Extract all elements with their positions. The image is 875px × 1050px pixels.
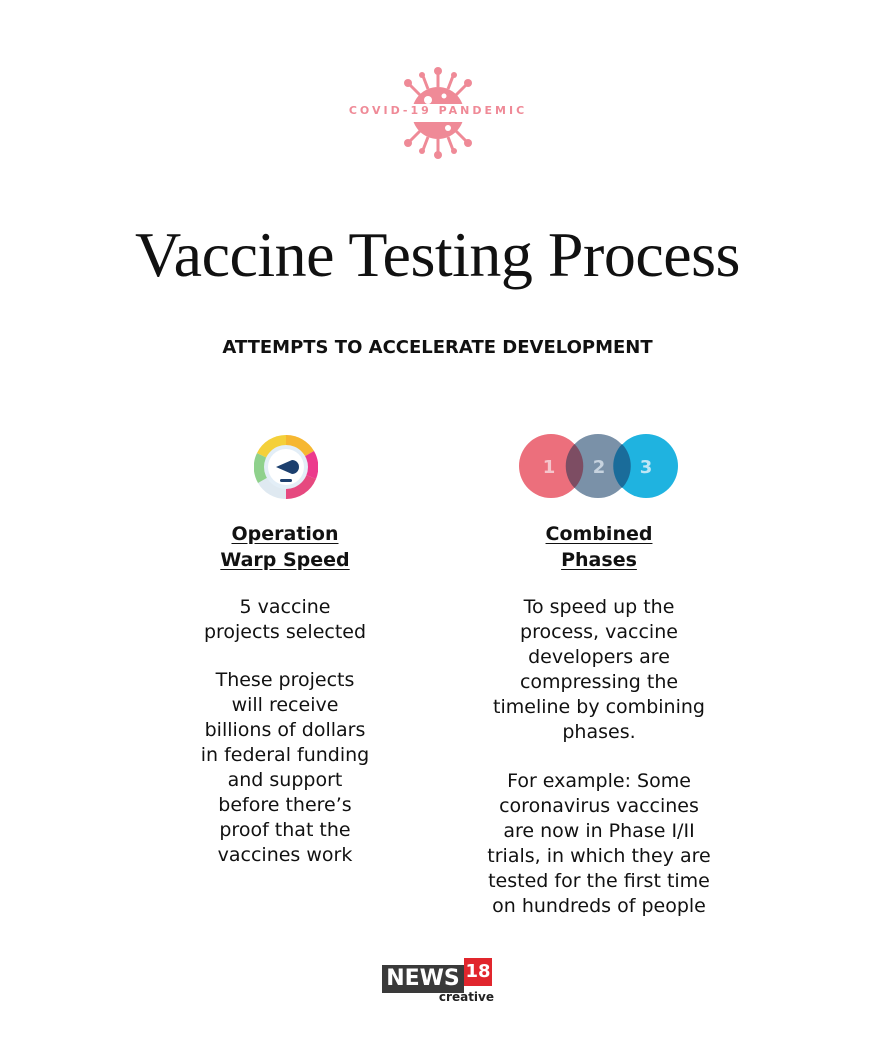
covid-badge [340,66,536,160]
right-para-2 [478,769,720,919]
text-line: projects selected [203,621,367,643]
text-line: developers are [528,646,670,668]
logo-creative-text: creative [438,990,494,1004]
phase-number-1: 1 [542,457,556,478]
news18-creative-logo [382,958,494,1006]
right-column [478,521,720,919]
left-heading [185,521,385,573]
logo-number: 18 [464,958,492,986]
left-column [185,521,385,868]
left-heading-line2: Warp Speed [220,549,350,571]
right-para-1 [478,595,720,745]
text-line: compressing the [519,671,679,693]
text-line: timeline by combining [493,696,705,718]
logo-news-text: NEWS [382,965,464,993]
text-line: will receive [231,694,339,716]
text-line: and support [227,769,343,791]
text-line: before there’s [218,794,352,816]
text-line: These projects [215,669,355,691]
text-line: phases. [562,721,636,743]
text-line: vaccines work [217,844,353,866]
text-line: in federal funding [200,744,370,766]
phase-number-2: 2 [592,457,606,478]
page-title: Vaccine Testing Process [135,219,740,290]
speedometer-icon [254,435,318,499]
page-subtitle: ATTEMPTS TO ACCELERATE DEVELOPMENT [222,337,653,358]
left-para-1 [185,595,385,645]
badge-label: COVID-19 PANDEMIC [348,104,528,117]
text-line: trials, in which they are [487,845,711,867]
right-heading-line1: Combined [545,523,653,545]
left-heading-line1: Operation [231,523,339,545]
text-line: proof that the [219,819,351,841]
right-heading [478,521,720,573]
text-line: 5 vaccine [239,596,331,618]
text-line: To speed up the [523,596,675,618]
text-line: on hundreds of people [492,895,706,917]
phases-venn-icon [519,433,681,499]
text-line: are now in Phase I/II [503,820,695,842]
text-line: process, vaccine [520,621,678,643]
text-line: billions of dollars [204,719,366,741]
text-line: For example: Some [507,770,691,792]
text-line: tested for the first time [488,870,710,892]
phase-number-3: 3 [639,457,653,478]
text-line: coronavirus vaccines [499,795,699,817]
right-heading-line2: Phases [561,549,637,571]
left-para-2 [185,668,385,868]
